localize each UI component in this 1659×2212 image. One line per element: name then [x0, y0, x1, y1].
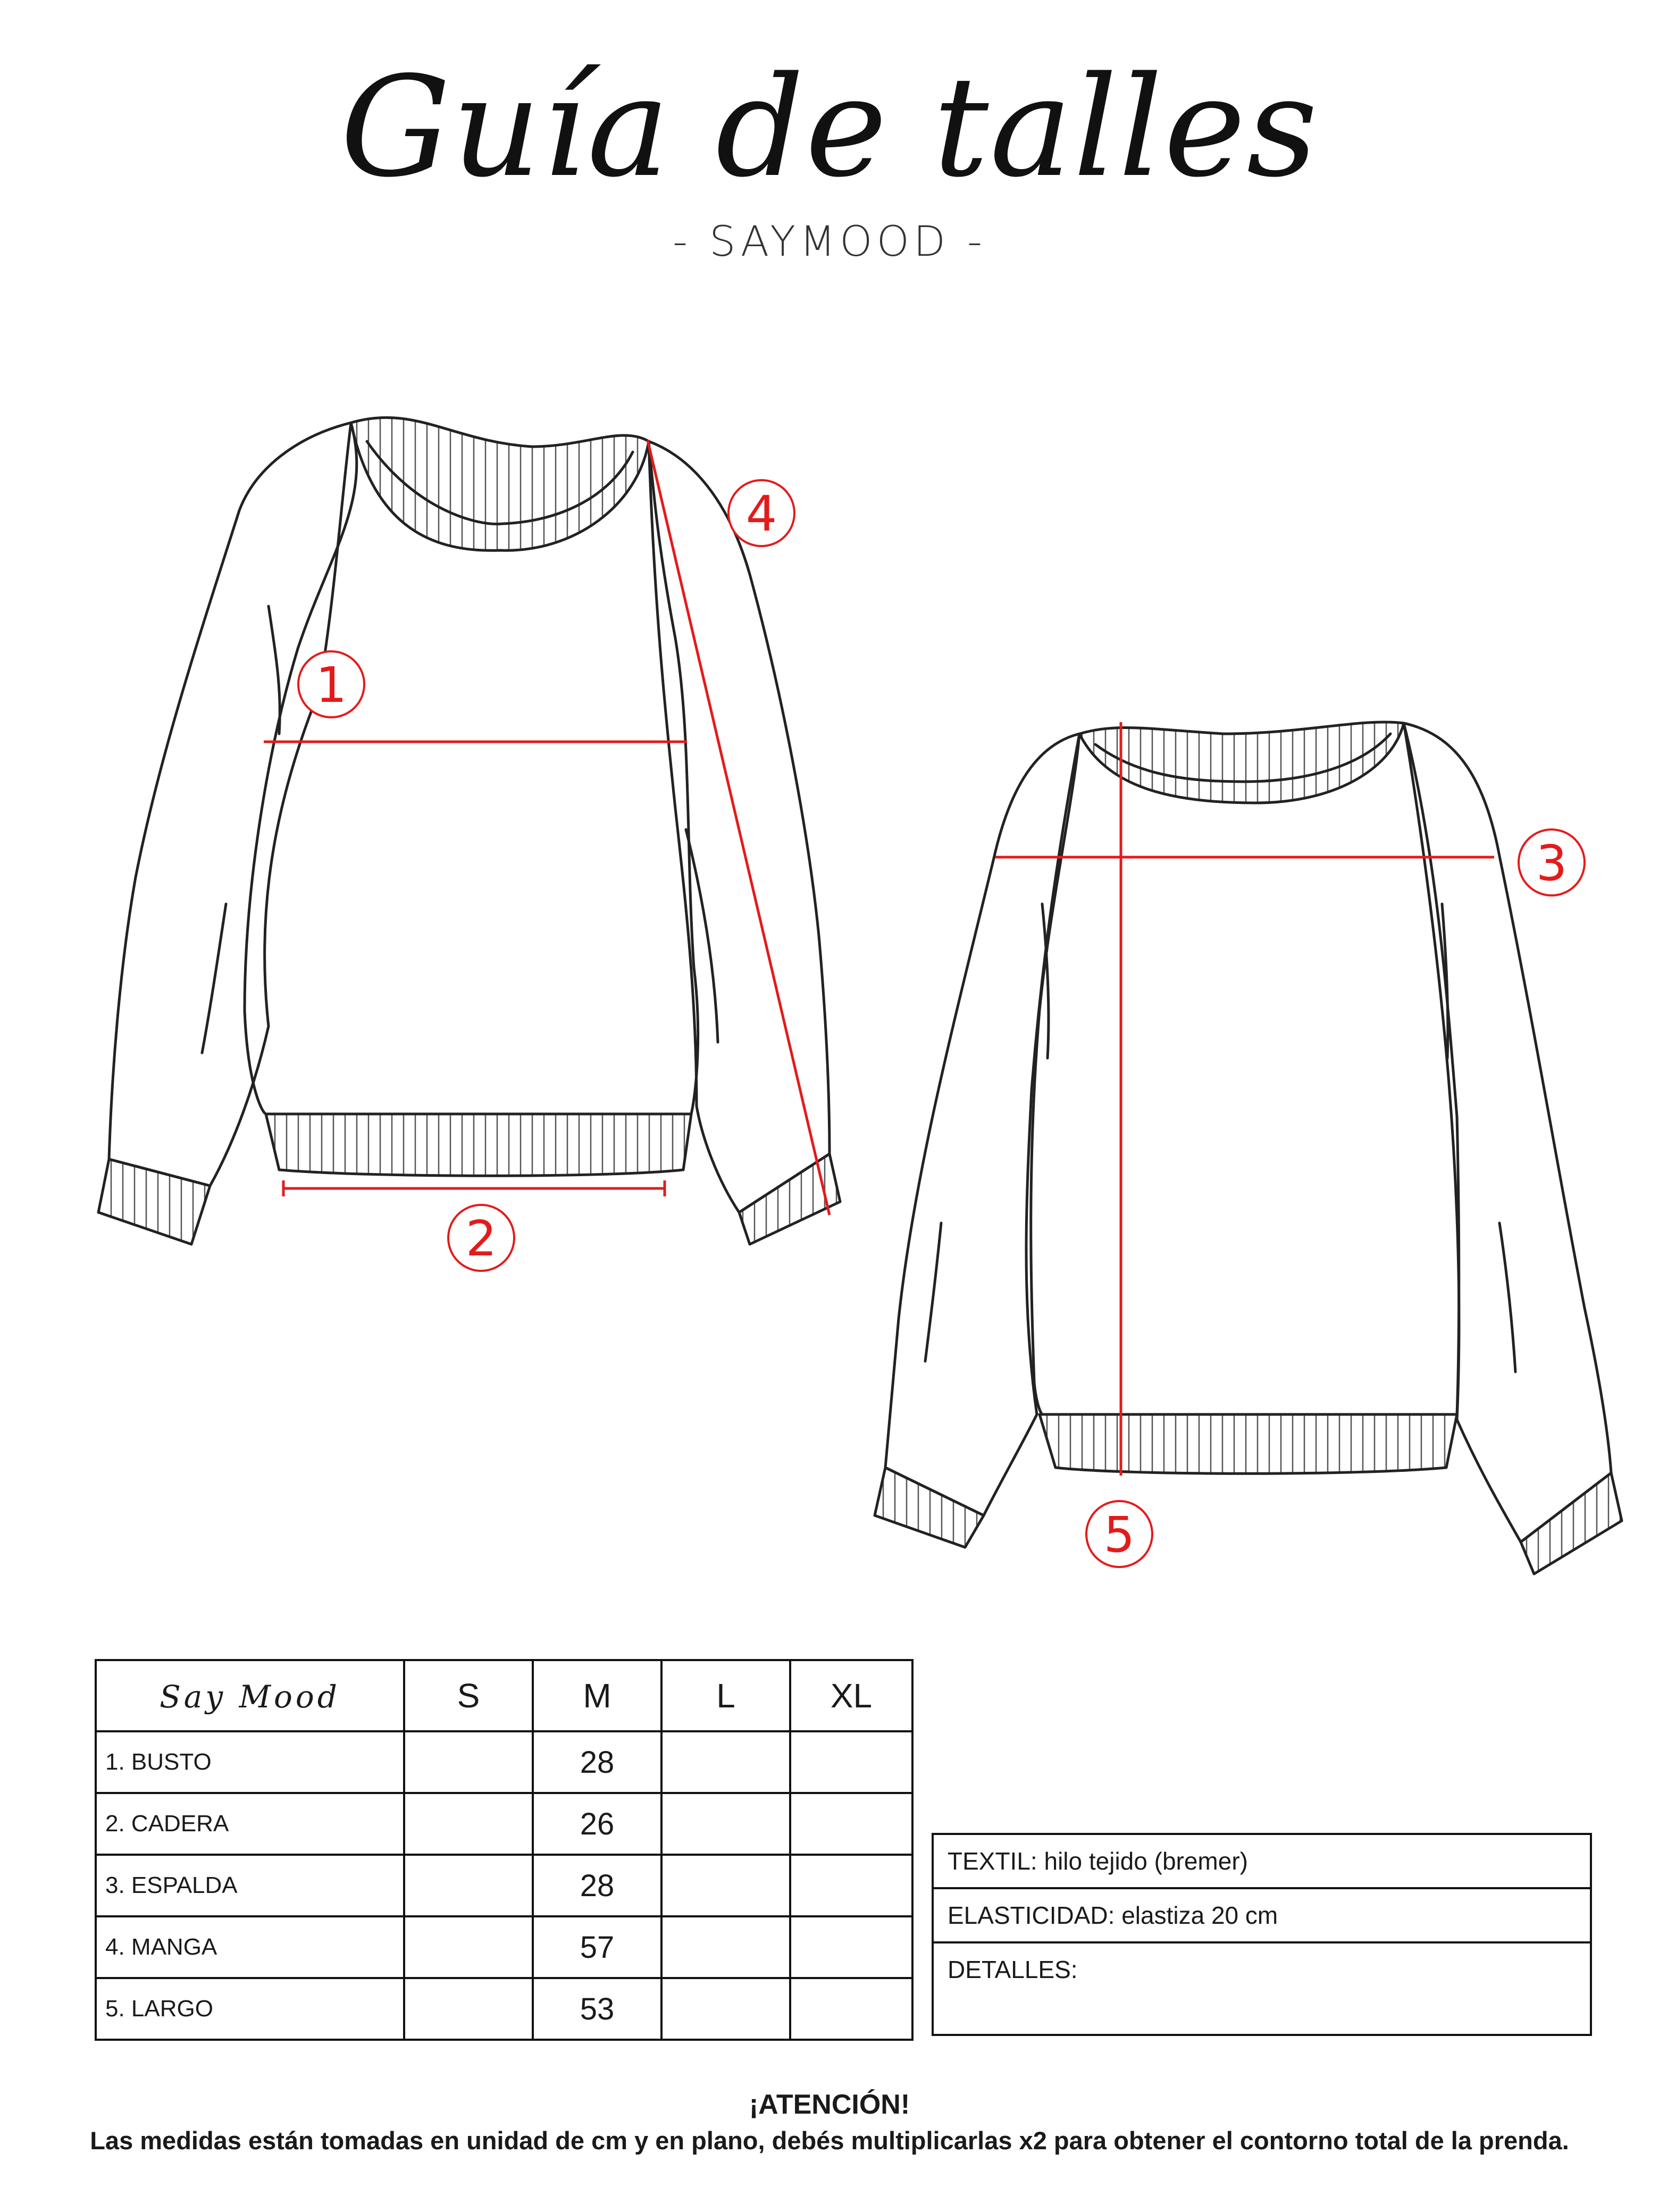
size-header-m: M	[533, 1660, 661, 1731]
row-label: 3. ESPALDA	[96, 1855, 404, 1916]
marker-5	[1086, 1501, 1152, 1567]
cell-s	[404, 1855, 533, 1916]
notice-title: ¡ATENCIÓN!	[749, 2089, 910, 2120]
back-left-cuff	[875, 1468, 984, 1547]
row-label: 2. CADERA	[96, 1793, 404, 1855]
cell-s	[404, 1978, 533, 2040]
detalles-row: DETALLES:	[934, 1941, 1590, 2034]
cell-l	[661, 1793, 790, 1855]
back-sweater	[875, 722, 1622, 1574]
cell-l	[661, 1855, 790, 1916]
fabric-info-box	[932, 1833, 1592, 2036]
cell-l	[661, 1731, 790, 1793]
elasticidad-row: ELASTICIDAD: elastiza 20 cm	[934, 1887, 1590, 1941]
table-row	[96, 1731, 912, 1793]
marker-2-label: 2	[465, 1210, 497, 1267]
size-table-header	[96, 1660, 912, 1731]
cell-xl	[790, 1916, 912, 1978]
back-body	[1031, 723, 1459, 1414]
cell-m: 57	[533, 1916, 661, 1978]
size-header-l: L	[661, 1660, 790, 1731]
cell-m: 28	[533, 1731, 661, 1793]
front-sweater	[98, 417, 840, 1244]
cell-m: 28	[533, 1855, 661, 1916]
marker-4-label: 4	[745, 485, 777, 542]
cell-xl	[790, 1731, 912, 1793]
brand-subtitle: - SAYMOOD -	[673, 218, 986, 266]
measure-line-4	[648, 440, 830, 1215]
front-left-sleeve	[109, 423, 351, 1186]
size-header-xl: XL	[790, 1660, 912, 1731]
row-label: 1. BUSTO	[96, 1731, 404, 1793]
cell-s	[404, 1793, 533, 1855]
marker-3-label: 3	[1536, 835, 1568, 892]
notice-body: Las medidas están tomadas en unidad de cm y en plano, debés multiplicarlas x2 para obtener el contorno total de la prenda.	[90, 2126, 1569, 2155]
cell-s	[404, 1731, 533, 1793]
brand-signature: Say Mood	[96, 1660, 404, 1731]
back-hem	[1040, 1414, 1457, 1473]
cell-l	[661, 1978, 790, 2040]
textil-row: TEXTIL: hilo tejido (bremer)	[948, 1847, 1248, 1875]
back-left-sleeve	[885, 734, 1079, 1515]
table-row	[96, 1916, 912, 1978]
marker-3	[1519, 830, 1585, 895]
size-header-s: S	[404, 1660, 533, 1731]
table-row	[96, 1978, 912, 2040]
cell-s	[404, 1916, 533, 1978]
back-right-cuff	[1521, 1473, 1622, 1574]
cell-xl	[790, 1978, 912, 2040]
table-row	[96, 1855, 912, 1916]
marker-1-label: 1	[315, 657, 347, 714]
cell-m: 26	[533, 1793, 661, 1855]
cell-m: 53	[533, 1978, 661, 2040]
row-label: 4. MANGA	[96, 1916, 404, 1978]
back-measure-lines	[995, 722, 1494, 1476]
row-label: 5. LARGO	[96, 1978, 404, 2040]
marker-1	[298, 651, 364, 717]
table-row	[96, 1793, 912, 1855]
marker-2	[448, 1205, 514, 1271]
cell-xl	[790, 1855, 912, 1916]
size-table	[95, 1659, 914, 2041]
cell-xl	[790, 1793, 912, 1855]
cell-l	[661, 1916, 790, 1978]
front-hem	[266, 1114, 691, 1176]
front-collar	[351, 417, 649, 550]
marker-4	[728, 480, 794, 546]
page-title: Guía de talles	[340, 47, 1319, 208]
marker-5-label: 5	[1103, 1506, 1135, 1563]
front-left-cuff	[98, 1159, 210, 1244]
